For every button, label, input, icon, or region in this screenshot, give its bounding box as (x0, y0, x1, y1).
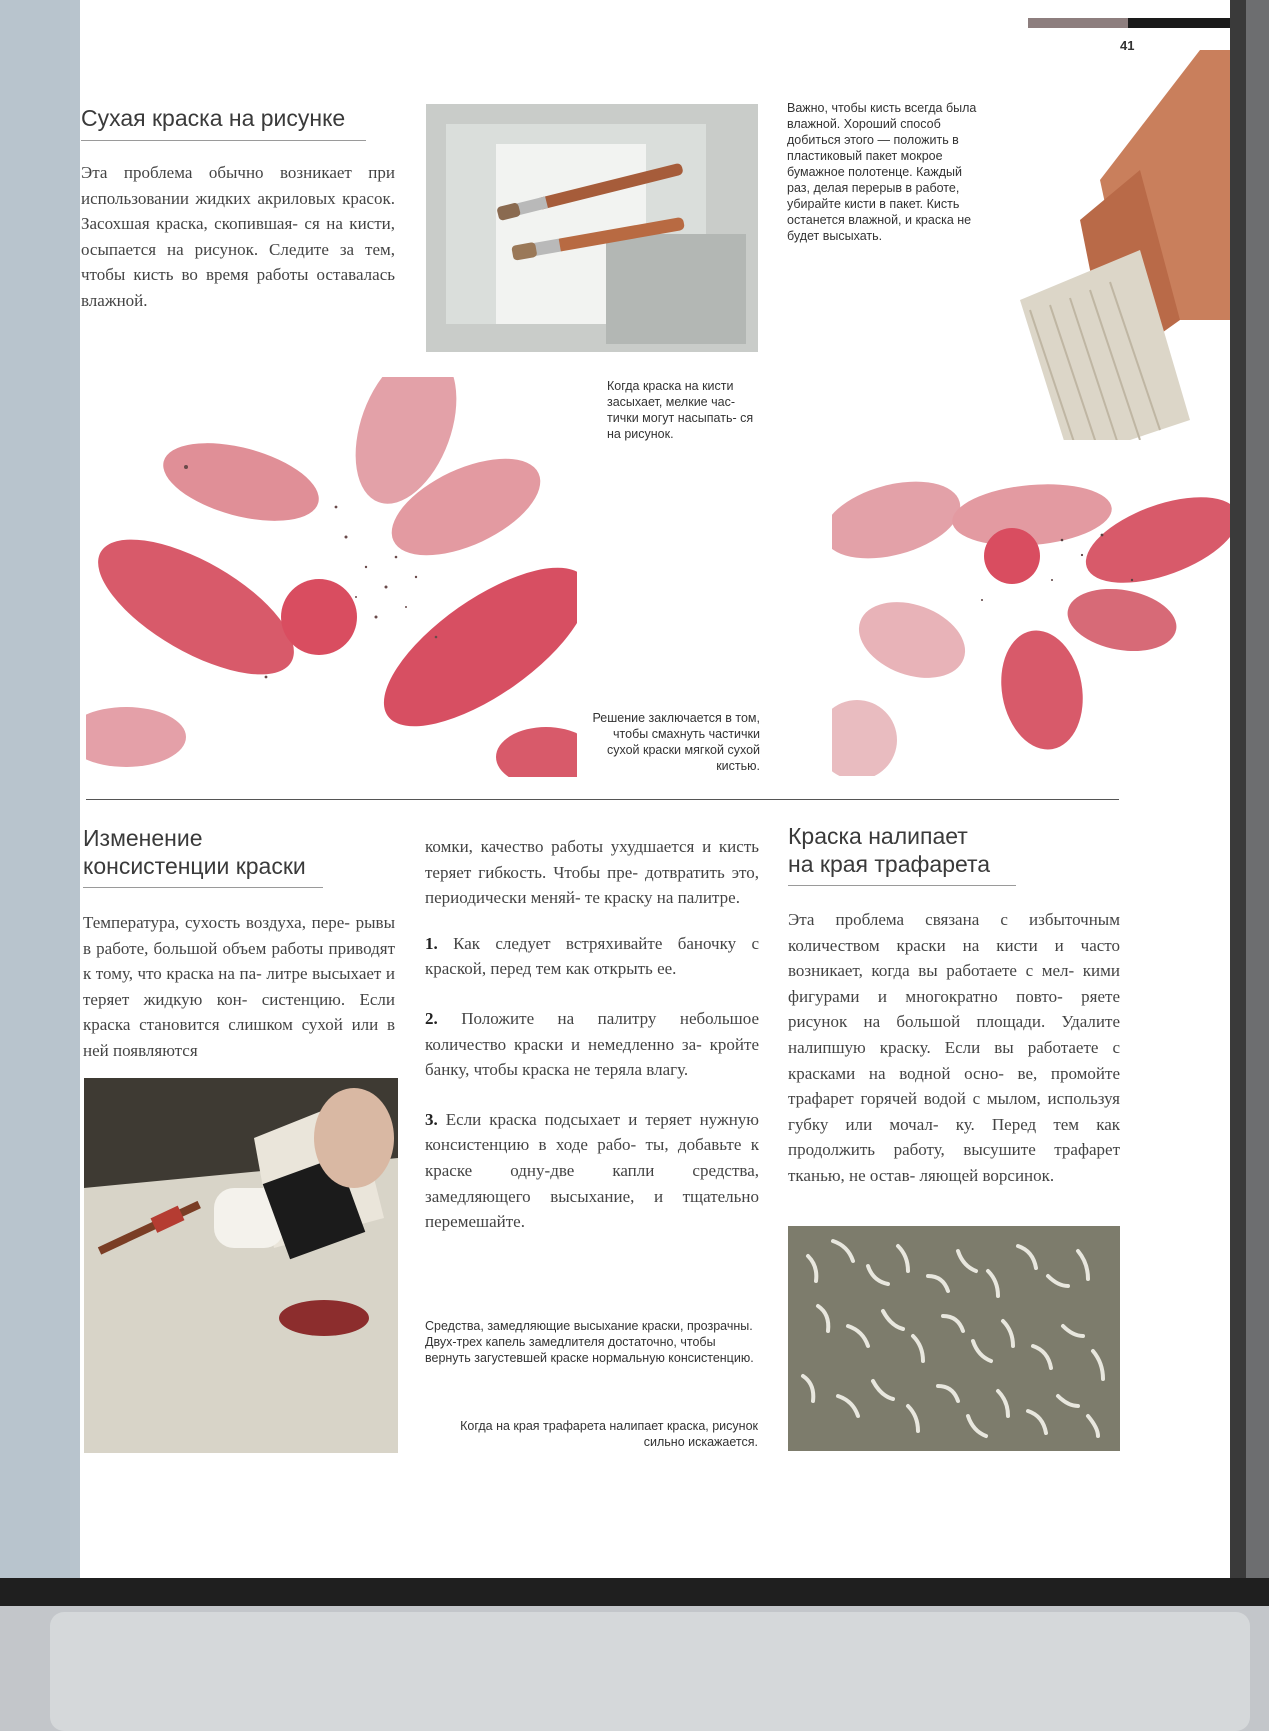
section3-heading-block (788, 822, 1118, 878)
section3-body (788, 907, 1120, 1189)
section1-text: Эта проблема обычно возникает при использовании жидких акриловых красок. Засохшая краска, скопившая- ся на кисти, осыпается на рисунок. Следите за тем, чтобы кисть во время работы оставалась влажной. (81, 163, 395, 310)
page-edge (1246, 0, 1269, 1580)
section1-title-rule (81, 140, 366, 141)
step-2-number: 2. (425, 1008, 438, 1028)
step-1-text: Как следует встряхивайте баночку с краской, перед тем как открыть ее. (425, 933, 760, 979)
photo-paint-tube-palette (84, 1078, 398, 1453)
scan-left-margin (0, 0, 86, 1580)
section2-title-rule (83, 887, 323, 888)
scan-bottom-surface (50, 1612, 1250, 1731)
photo-dry-paint-particles (86, 377, 577, 777)
section2-body (83, 910, 395, 1064)
step-3-text: Если краска подсыхает и теряет нужную консистенцию в ходе рабо- ты, добавьте к краске одну-две капли средства, замедляющего высыхание, и тщательно перемешайте. (425, 1109, 760, 1232)
caption-dry-particles: Когда краска на кисти засыхает, мелкие час- тички могут насыпать- ся на рисунок. (607, 379, 754, 441)
section2-title-line1: Изменение (83, 825, 203, 851)
section3-title-line1: Краска налипает (788, 823, 968, 849)
section3-text: Эта проблема связана с избыточным количеством краски на кисти и часто возникает, когда вы работаете с мел- кими фигурами и многократно повто- ряете рисунок на большой площади. Удалите налипшую краску. Если вы работаете с красками на водной осно- ве, промойте трафарет горячей водой с мылом, используя губку или мочал- ку. Перед тем как продолжить работу, высушите трафарет тканью, не остав- ляющей ворсинок. (788, 910, 1120, 1185)
section2-title-line2: консистенции краски (83, 853, 306, 879)
step-1-number: 1. (425, 933, 438, 953)
section-divider (86, 799, 1119, 800)
caption-wet-brush-block (787, 100, 982, 244)
photo-large-brush (990, 20, 1230, 490)
caption-retarder: Средства, замедляющие высыхание краски, прозрачны. Двух-трех капель замедлителя достаточно, чтобы вернуть загустевшей краске нормальную консистенцию. (425, 1319, 754, 1365)
photo-brushing-off-particles (832, 440, 1230, 776)
caption-dry-particles-block (607, 378, 762, 442)
step-3-number: 3. (425, 1109, 438, 1129)
step-1 (425, 931, 759, 982)
caption-wet-brush: Важно, чтобы кисть всегда была влажной. Хороший способ добиться этого — положить в пластиковый пакет мокрое бумажное полотенце. Каждый раз, делая перерыв в работе, убирайте кисти в пакет. Кисть останется влажной, и краска не будет высыхать. (787, 101, 977, 243)
section2-text-continued: комки, качество работы ухудшается и кисть теряет гибкость. Чтобы пре- дотвратить это, периодически меняй- те краску на палитре. (425, 837, 759, 908)
caption-stencil-edge-block (440, 1418, 758, 1450)
section3-title-rule (788, 885, 1016, 886)
section2-text: Температура, сухость воздуха, пере- рывы в работе, большой объем работы приводят к тому, что краска на па- литре высыхает и теряет жидкую кон- систенцию. Если краска становится слишком сухой или в ней появляются (83, 913, 395, 1060)
caption-solution-block (590, 710, 760, 774)
photo-brushes-in-bag (426, 104, 758, 352)
page-gutter-shadow (1230, 0, 1246, 1580)
section1-title: Сухая краска на рисунке (81, 105, 346, 131)
step-2-text: Положите на палитру небольшое количество краски и немедленно за- кройте банку, чтобы краска не теряла влагу. (425, 1008, 759, 1080)
step-2 (425, 1006, 759, 1083)
page-number: 41 (1120, 38, 1135, 53)
section1-body (81, 160, 395, 314)
section1-heading-block (81, 104, 366, 132)
section2-heading-block (83, 824, 383, 880)
caption-solution: Решение заключается в том, чтобы смахнуть частички сухой краски мягкой сухой кистью. (592, 711, 760, 773)
section2-column2 (425, 834, 759, 1235)
scan-bottom-edge (0, 1578, 1269, 1606)
caption-retarder-block (425, 1318, 759, 1366)
photo-stencil-paint-buildup (788, 1226, 1120, 1451)
section3-title-line2: на края трафарета (788, 851, 991, 877)
step-3 (425, 1107, 759, 1235)
caption-stencil-edge: Когда на края трафарета налипает краска, рисунок сильно искажается. (460, 1419, 758, 1449)
